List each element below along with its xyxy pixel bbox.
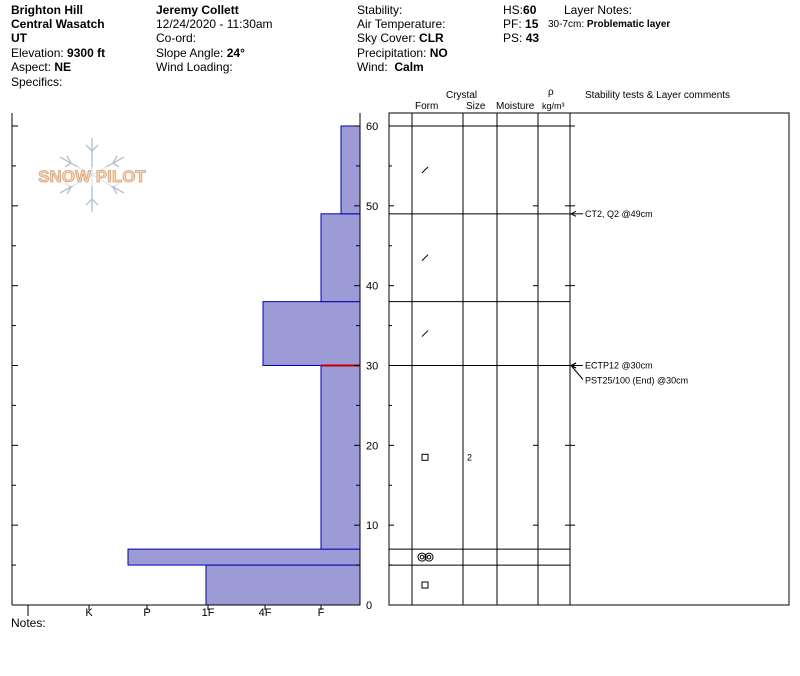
aspect-label: Aspect: <box>11 60 52 74</box>
x-tick-label: P <box>143 607 151 619</box>
layer-notes-label: Layer Notes: <box>564 3 633 17</box>
wind-value: Calm <box>394 60 424 74</box>
stability-test-arrow <box>571 366 583 380</box>
hardness-bar <box>341 126 360 214</box>
x-tick-label: K <box>85 607 93 619</box>
hardness-bar <box>321 214 360 302</box>
col-comments: Stability tests & Layer comments <box>585 90 731 101</box>
y-tick-label: 20 <box>366 440 379 453</box>
sky-label: Sky Cover: <box>357 31 416 45</box>
aspect-value: NE <box>54 60 72 74</box>
state-name: UT <box>11 31 27 45</box>
stability-test-label: ECTP12 @30cm <box>585 360 653 371</box>
layer-note-text: Problematic layer <box>586 19 671 30</box>
hs-label: HS: <box>503 3 524 17</box>
location-name: Brighton Hill <box>11 3 83 17</box>
y-tick-label: 40 <box>366 280 379 293</box>
air-temp-label: Air Temperature: <box>357 17 446 31</box>
pf-label: PF: <box>503 17 522 31</box>
crystal-square-icon <box>422 582 428 588</box>
ps-value: 43 <box>525 31 540 45</box>
wind-label: Wind: <box>357 60 388 74</box>
slope-label: Slope Angle: <box>156 46 224 60</box>
hardness-bar <box>206 565 360 605</box>
col-form: Form <box>415 101 439 112</box>
hardness-bar <box>321 366 360 550</box>
hardness-bar <box>263 302 360 366</box>
crystal-slash-icon <box>422 331 428 337</box>
stability-test-label: CT2, Q2 @49cm <box>585 208 653 219</box>
y-tick-label: 50 <box>366 200 379 213</box>
crystal-size-label: 2 <box>467 452 473 463</box>
col-size: Size <box>466 101 486 112</box>
crystal-slash-icon <box>422 167 428 173</box>
y-tick-label: 30 <box>366 360 379 373</box>
precip-label: Precipitation: <box>357 46 427 60</box>
specifics-label: Specifics: <box>11 75 63 89</box>
notes-label: Notes: <box>11 616 46 630</box>
observer-name: Jeremy Collett <box>156 3 239 17</box>
coord-label: Co-ord: <box>156 31 197 45</box>
col-rho: ρ <box>548 87 554 98</box>
range-name: Central Wasatch <box>11 17 105 31</box>
layer-note-depth: 30-7cm: <box>548 19 585 30</box>
stability-label: Stability: <box>357 3 403 17</box>
elevation-value: 9300 ft <box>67 46 106 60</box>
stability-test-label: PST25/100 (End) @30cm <box>585 375 689 386</box>
ps-label: PS: <box>503 31 523 45</box>
snowpilot-logo-text: SNOW PILOT <box>38 167 146 186</box>
hs-value: 60 <box>523 3 537 17</box>
precip-value: NO <box>429 46 448 60</box>
y-tick-label: 60 <box>366 121 379 133</box>
pf-value: 15 <box>525 17 539 31</box>
crystal-square-icon <box>422 454 428 460</box>
crystal-slash-icon <box>422 255 428 261</box>
x-tick-label: 4F <box>258 607 272 619</box>
y-tick-label: 0 <box>366 600 373 612</box>
x-tick-label: 1F <box>201 607 215 619</box>
x-tick-label: I <box>26 607 30 619</box>
sky-value: CLR <box>419 31 444 45</box>
col-crystal: Crystal <box>446 90 478 101</box>
crystal-circle-inner-icon <box>427 555 431 559</box>
wind-loading-label: Wind Loading: <box>156 60 233 74</box>
crystal-circle-inner-icon <box>420 555 424 559</box>
hardness-bar <box>128 549 360 565</box>
col-moisture: Moisture <box>496 101 535 112</box>
col-density-unit: kg/m³ <box>542 101 565 111</box>
y-tick-label: 10 <box>366 520 379 533</box>
elevation-label: Elevation: <box>11 46 64 60</box>
slope-value: 24° <box>226 46 245 60</box>
x-tick-label: F <box>317 607 325 619</box>
layer-table-frame <box>389 113 789 605</box>
obs-datetime: 12/24/2020 - 11:30am <box>156 17 273 31</box>
